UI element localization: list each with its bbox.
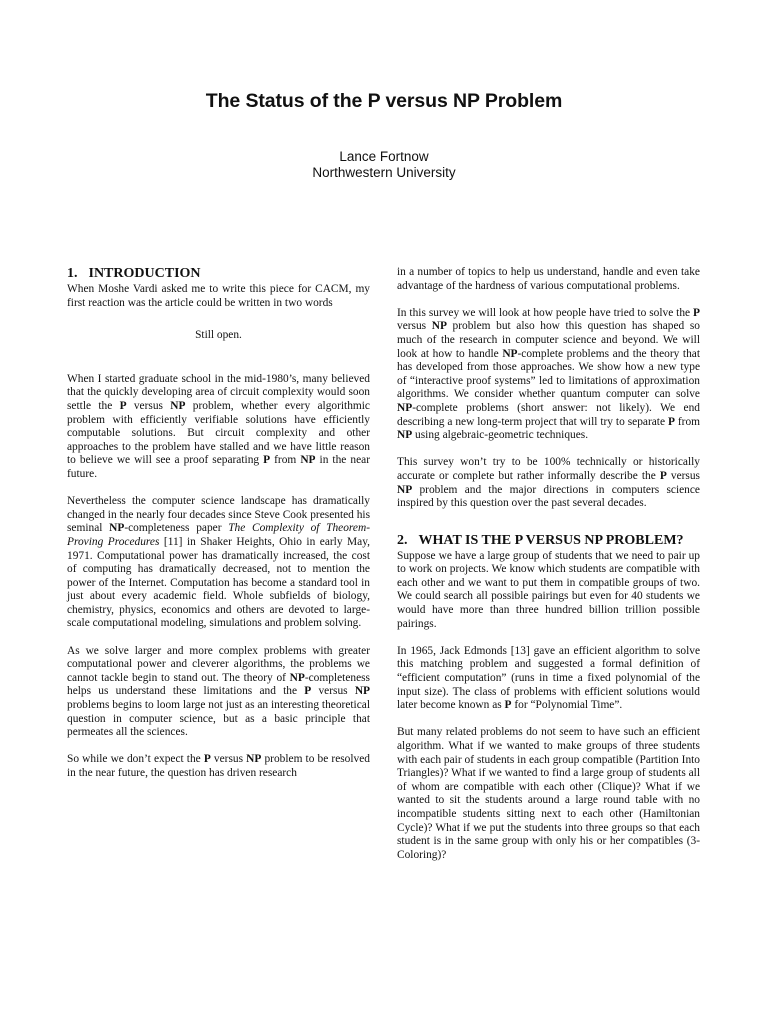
paragraph: When I started graduate school in the mid-1980’s, many believed that the quickly developing area of circuit complexity would soon settle the P versus NP problem, whether every algorithmic problem with efficiently verifiable solutions have efficiently computable solutions. But circuit complexity and other approaches to the problem have stalled and we have little reason to believe we will see a proof separating P from NP in the near future. bbox=[67, 372, 370, 480]
paragraph: Nevertheless the computer science landscape has dramatically changed in the nearly four decades since Steve Cook presented his seminal NP-completeness paper The Complexity of Theorem-Proving Procedures [11] in Shaker Heights, Ohio in early May, 1971. Computational power has dramatically increased, the cost of computing has dramatically decreased, not to mention the power of the Internet. Computation has become a standard tool in just about every academic field. Whole subfields of biology, chemistry, physics, economics and others are devoted to large-scale computational modeling, simulations and problem solving. bbox=[67, 495, 371, 630]
section-heading-introduction: 1. INTRODUCTION bbox=[67, 266, 201, 281]
paragraph: As we solve larger and more complex problems with greater computational power and cleverer algorithms, the problems we cannot tackle begin to stand out. The theory of NP-completeness helps us understand these limitations and the P versus NP problems begins to loom large not just as an interesting theoretical question in computer science, but as a basic principle that permeates all the sciences. bbox=[67, 644, 370, 739]
paper-title: The Status of the P versus NP Problem bbox=[205, 90, 563, 112]
left-column bbox=[67, 266, 370, 794]
cited-paper-title: The Complexity of Theorem-Proving Procedures bbox=[67, 522, 371, 548]
paragraph: In this survey we will look at how people have tried to solve the P versus NP problem but also how this question has shaped so much of the research in computer science and beyond. We will look at how to handle NP-complete problems and the theory that has developed from those approaches. We show how a new type of “interactive proof systems” led to limitations of approximation algorithms. We consider whether quantum computer can solve NP-complete problems (short answer: not likely). We end describing a new long-term project that will try to separate P from NP using algebraic-geometric techniques. bbox=[397, 306, 701, 442]
paragraph: This survey won’t try to be 100% technically or historically accurate or complete but rather informally describe the P versus NP problem and the major directions in computers science inspired by this question over the past several decades. bbox=[397, 456, 700, 510]
paragraph: But many related problems do not seem to have such an efficient algorithm. What if we wanted to make groups of three students with each pair of students in each group compatible (Partition Into Triangles)? What if we wanted to find a large group of students all of whom are compatible with each other (Clique)? What if we wanted to sit the students around a large round table with no incompatible students sitting next to each other (Hamiltonian Cycle)? What if we put the students into three groups so that each student is in the same group with only his or her compatibles (3-Coloring)? bbox=[397, 726, 700, 861]
paragraph: In 1965, Jack Edmonds [13] gave an efficient algorithm to solve this matching problem and suggested a formal definition of “efficient computation” (runs in time a fixed polynomial of the input size). The class of problems with efficient solutions would later become known as P for “Polynomial Time”. bbox=[397, 644, 700, 712]
paragraph: So while we don’t expect the P versus NP problem to be resolved in the near future, the question has driven research bbox=[67, 753, 370, 779]
paragraph: When Moshe Vardi asked me to write this piece for CACM, my first reaction was the article could be written in two words bbox=[67, 283, 370, 309]
author-affiliation: Northwestern University bbox=[312, 165, 456, 180]
author-block bbox=[0, 149, 768, 181]
paragraph: in a number of topics to help us understand, handle and even take advantage of the hardness of various computational problems. bbox=[397, 266, 700, 292]
paragraph: Suppose we have a large group of students that we need to pair up to work on projects. We know which students are compatible with each other and we want to put them in compatible groups of two. We could search all possible pairings but even for 40 students we would have more than three hundred billion trillion possible pairings. bbox=[397, 549, 700, 630]
author-name: Lance Fortnow bbox=[339, 149, 429, 164]
still-open-quote: Still open. bbox=[195, 329, 242, 342]
right-column bbox=[397, 266, 700, 876]
section-heading-p-versus-np: 2. WHAT IS THE P VERSUS NP PROBLEM? bbox=[397, 532, 684, 548]
